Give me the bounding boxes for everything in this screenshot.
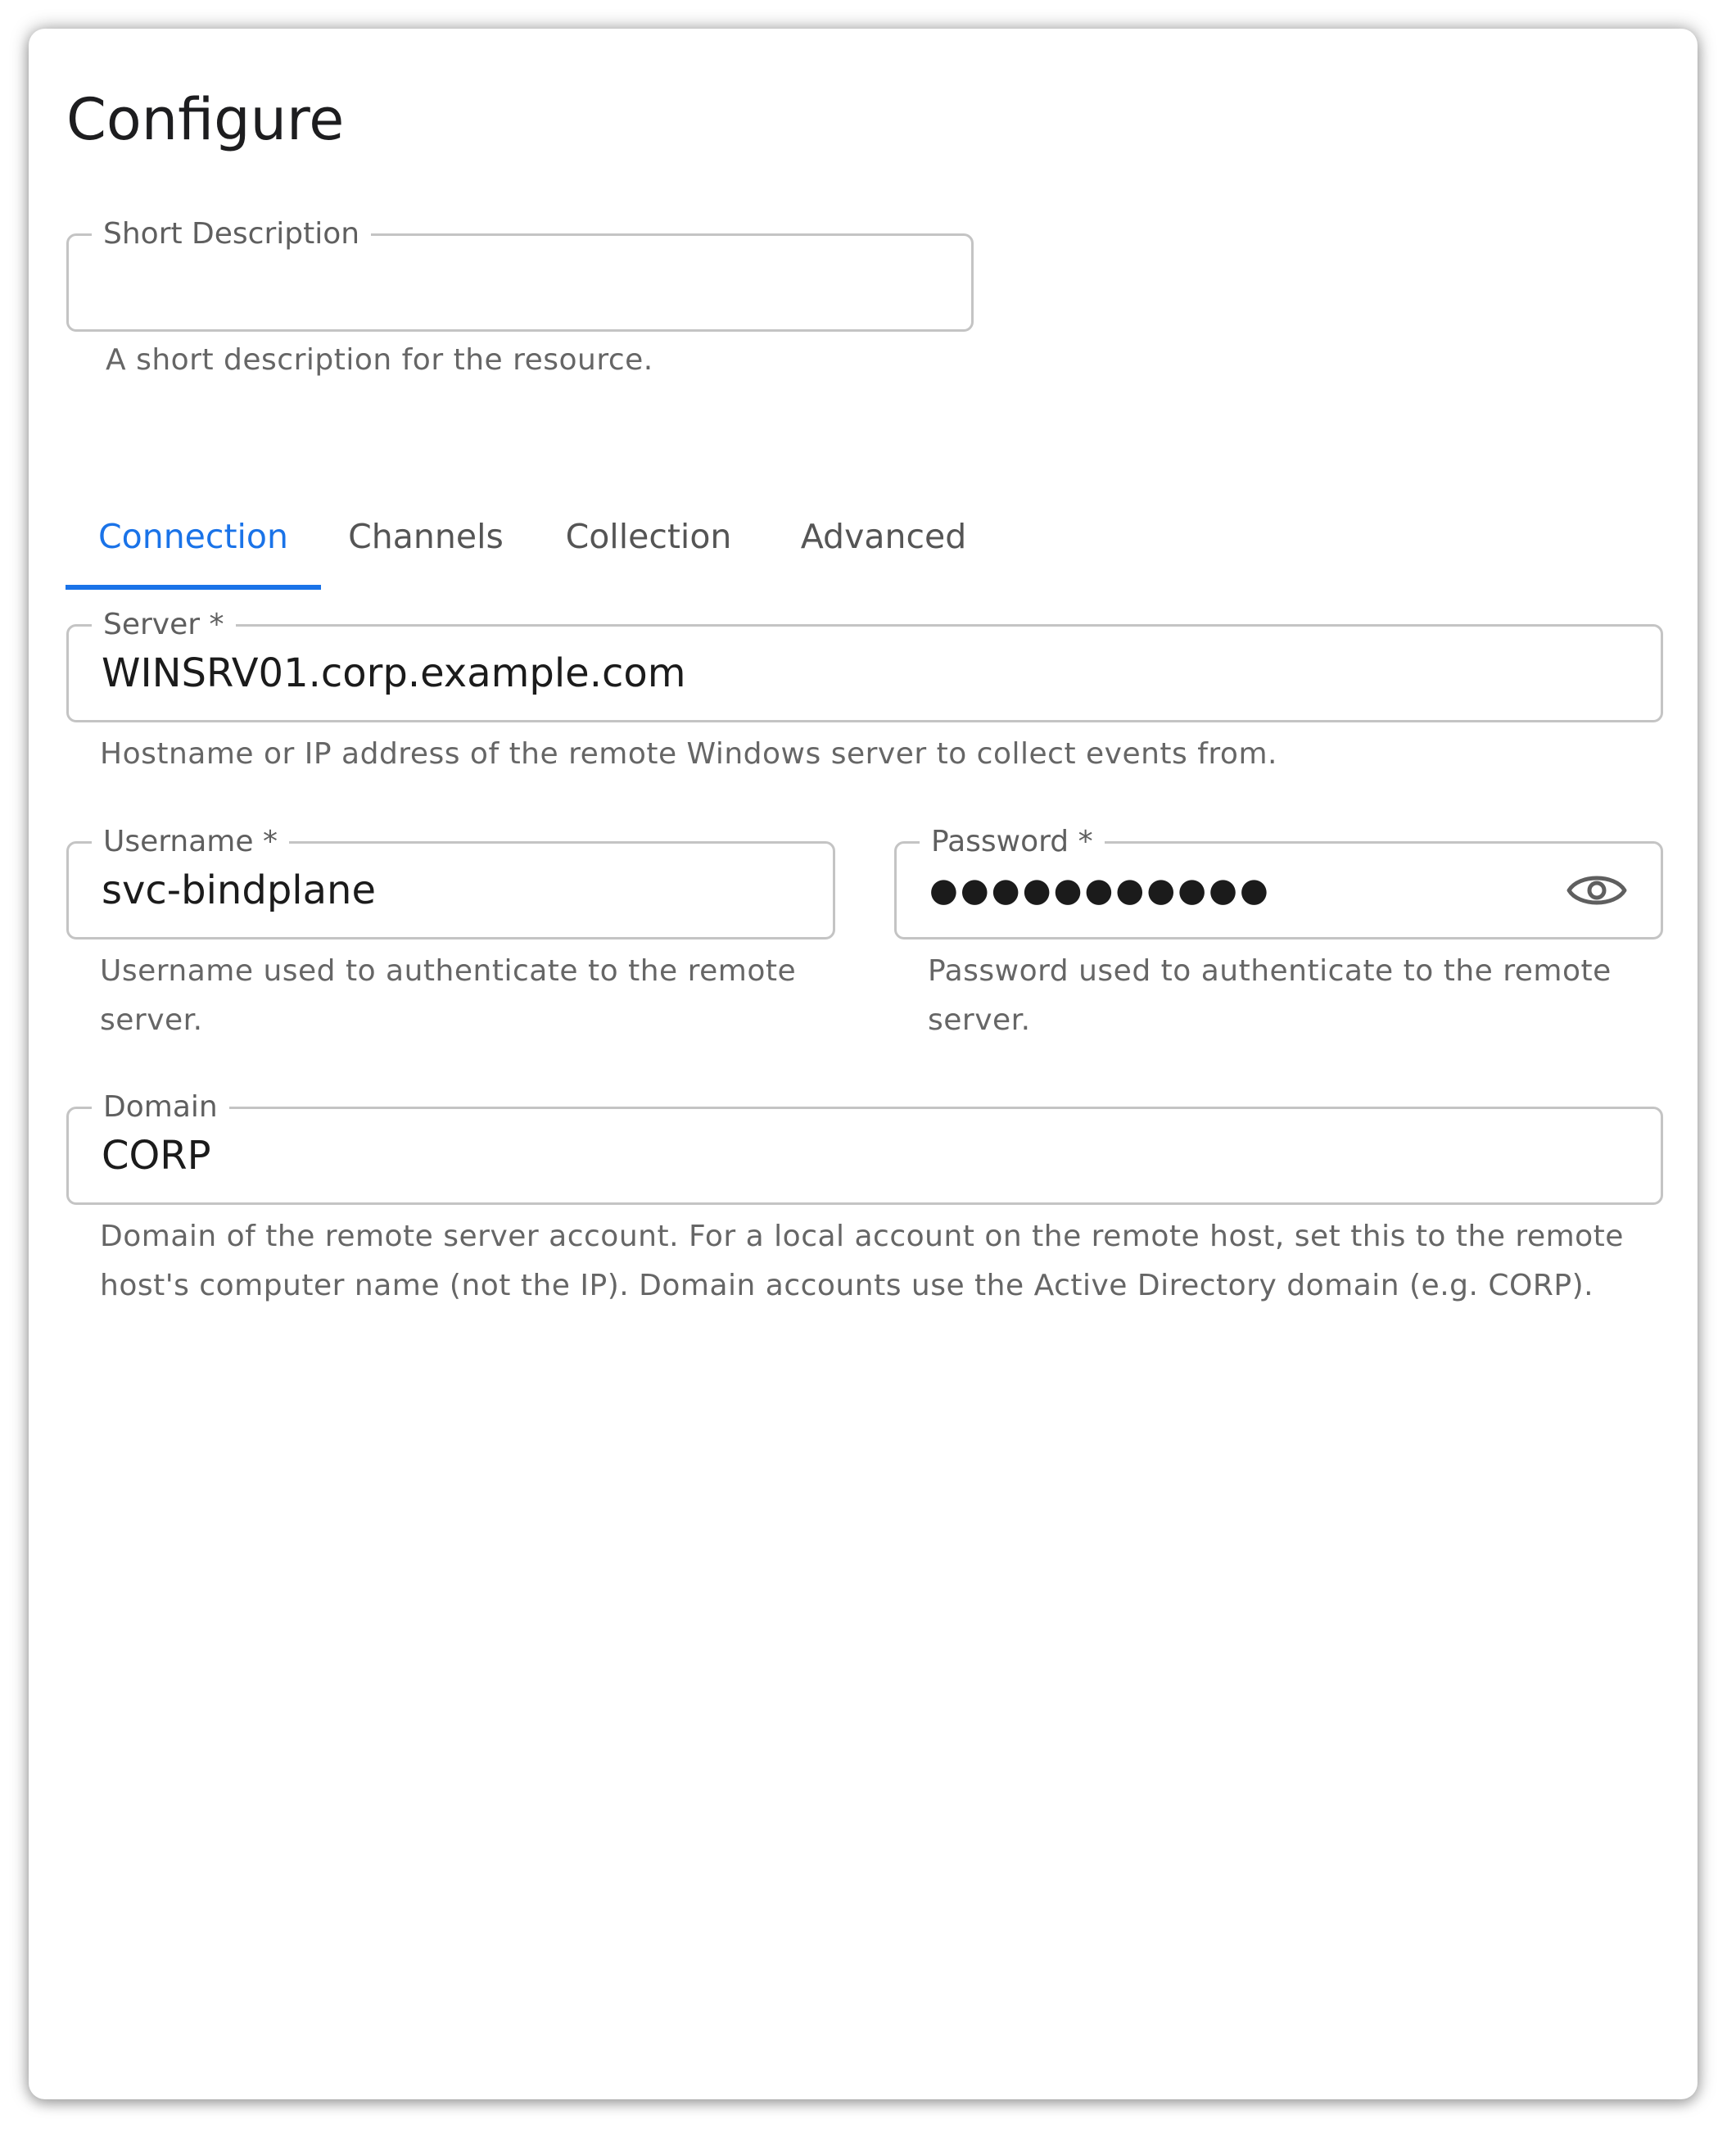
tab-bar (66, 483, 1001, 590)
tab-advanced[interactable]: Advanced (800, 517, 967, 556)
username-helper: Username used to authenticate to the remote server. (100, 954, 797, 1037)
password-label: Password * (920, 824, 1105, 860)
short-description-field[interactable] (66, 217, 974, 332)
tab-collection[interactable]: Collection (565, 517, 732, 556)
domain-input[interactable]: CORP (102, 1133, 211, 1179)
domain-label: Domain (92, 1089, 229, 1125)
tab-connection[interactable]: Connection (66, 483, 321, 590)
password-field[interactable] (894, 825, 1663, 939)
tab-channels[interactable]: Channels (348, 517, 504, 556)
server-field[interactable] (66, 608, 1663, 722)
server-input[interactable]: WINSRV01.corp.example.com (102, 650, 686, 696)
username-label: Username * (92, 824, 289, 860)
domain-helper: Domain of the remote server account. For a local account on the remote host, set this to the remote host's computer name (not the IP). Domain accounts use the Active Directory domain (e.g. CORP). (100, 1220, 1624, 1302)
configure-dialog (29, 29, 1698, 2099)
eye-icon[interactable] (1566, 866, 1628, 915)
username-field[interactable] (66, 825, 835, 939)
username-input[interactable]: svc-bindplane (102, 867, 376, 913)
short-description-helper: A short description for the resource. (106, 343, 653, 377)
domain-field[interactable] (66, 1090, 1663, 1205)
page-title: Configure (66, 86, 345, 153)
short-description-label: Short Description (92, 216, 371, 252)
password-helper: Password used to authenticate to the remote server. (928, 954, 1612, 1037)
password-input[interactable]: ●●●●●●●●●●● (929, 872, 1271, 909)
server-label: Server * (92, 607, 236, 643)
server-helper: Hostname or IP address of the remote Windows server to collect events from. (100, 737, 1277, 771)
